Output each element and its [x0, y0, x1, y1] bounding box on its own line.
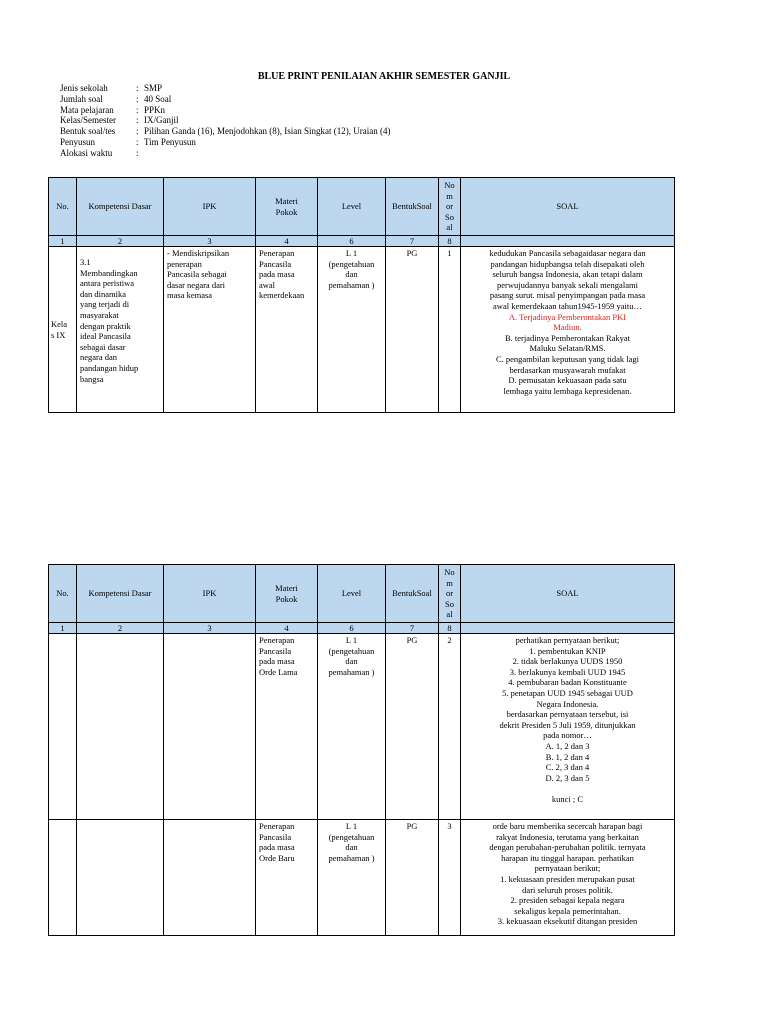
- header-bentuk-soal: BentukSoal: [386, 565, 439, 623]
- table-row: [49, 634, 675, 820]
- meta-row: [60, 115, 390, 126]
- cell-line: dengan perubahan-perubahan politik. ternyata: [489, 842, 646, 853]
- cell-line: No: [444, 180, 455, 191]
- meta-key: Bentuk soal/tes: [60, 126, 116, 137]
- meta-separator: :: [136, 136, 139, 147]
- cell-line: 3. kekuasaan eksekutif ditangan presiden: [497, 916, 638, 927]
- cell-line: orde baru memberika secercah harapan bagi: [492, 821, 643, 831]
- column-number: 6: [318, 623, 386, 634]
- header-nomor-soal: [439, 565, 461, 623]
- header-ipk: IPK: [164, 565, 256, 623]
- cell-line: masa kemasa: [167, 290, 213, 301]
- cell-line: Pokok: [275, 593, 298, 604]
- cell-line: (pengetahuan: [328, 831, 375, 842]
- cell-line: (pengetahuan: [328, 645, 375, 656]
- kompetensi-dasar-cell: [77, 634, 164, 820]
- header-soal: SOAL: [461, 565, 675, 623]
- meta-value: IX/Ganjil: [144, 115, 179, 126]
- bentuk-soal-cell: PG: [386, 247, 439, 413]
- cell-line: Penerapan: [259, 635, 295, 645]
- header-level: Level: [318, 565, 386, 623]
- meta-key: Jenis sekolah: [60, 83, 108, 93]
- cell-line: harapan itu tinggal harapan. perhatikan: [501, 852, 634, 863]
- column-number: 7: [386, 623, 439, 634]
- cell-line: [464, 783, 671, 794]
- cell-line: dasar negara dari: [167, 279, 226, 290]
- header-no: No.: [49, 178, 77, 236]
- soal-cell: [461, 247, 675, 413]
- meta-row: [60, 126, 390, 137]
- cell-line: penerapan: [167, 258, 202, 269]
- meta-row: [60, 83, 390, 94]
- header-bentuk-soal: BentukSoal: [386, 178, 439, 236]
- meta-separator: :: [136, 104, 139, 115]
- kompetensi-dasar-cell: [77, 820, 164, 936]
- column-number: 1: [49, 236, 77, 247]
- meta-separator: :: [136, 126, 139, 137]
- cell-line: al: [446, 609, 453, 620]
- cell-line: yang terjadi di: [80, 299, 130, 310]
- cell-line: Penerapan: [259, 821, 295, 831]
- meta-key: Jumlah soal: [60, 93, 103, 104]
- header-kompetensi-dasar: Kompetensi Dasar: [77, 565, 164, 623]
- cell-line: 1. pembentukan KNIP: [529, 645, 606, 656]
- cell-line: Membandingkan: [80, 267, 138, 278]
- cell-line: m: [446, 190, 453, 201]
- cell-line: s IX: [51, 329, 66, 340]
- cell-line: bangsa: [80, 373, 104, 384]
- cell-line: dan: [345, 842, 358, 853]
- meta-key: Mata pelajaran: [60, 104, 114, 115]
- table-row: [49, 820, 675, 936]
- materi-cell: [256, 634, 318, 820]
- header-kompetensi-dasar: Kompetensi Dasar: [77, 178, 164, 236]
- cell-line: dan dinamika: [80, 288, 127, 299]
- cell-line: 5. penetapan UUD 1945 sebagai UUD: [502, 687, 633, 698]
- cell-line: pada masa: [259, 842, 295, 853]
- blueprint-table-1: [48, 177, 675, 413]
- cell-line: perhatikan pernyataan berikut;: [515, 635, 620, 645]
- cell-line: antara peristiwa: [80, 278, 135, 289]
- level-cell: [318, 820, 386, 936]
- cell-line: - Mendiskripsikan: [167, 248, 230, 258]
- soal-cell: [461, 820, 675, 936]
- soal-line: A. Terjadinya Pemberontakan PKI: [508, 311, 627, 322]
- blueprint-table-2: [48, 564, 675, 936]
- cell-line: kemerdekaan: [259, 290, 305, 301]
- cell-line: D. 2, 3 dan 5: [545, 772, 590, 783]
- column-number: 2: [77, 623, 164, 634]
- cell-line: dan: [345, 656, 358, 667]
- kompetensi-dasar-cell: [77, 247, 164, 413]
- soal-line: berdasarkan musyawarah mufakat: [509, 364, 626, 375]
- soal-line: perwujudannya banyak sekali mengalami: [497, 279, 638, 290]
- header-no: No.: [49, 565, 77, 623]
- cell-line: Orde Baru: [259, 852, 295, 863]
- cell-line: pemahaman ): [328, 279, 375, 290]
- cell-line: pandangan hidup: [80, 362, 139, 373]
- cell-line: masyarakat: [80, 309, 119, 320]
- cell-line: 2. presiden sebagai kepala negara: [510, 895, 625, 906]
- cell-line: No: [444, 567, 455, 578]
- cell-line: dekrit Presiden 5 Juli 1959, ditunjukkan: [499, 719, 636, 730]
- header-materi-pokok: [256, 178, 318, 236]
- meta-value: Pilihan Ganda (16), Menjodohkan (8), Isian Singkat (12), Uraian (4): [144, 126, 391, 137]
- soal-line: pasang surut. misal penyimpangan pada masa: [489, 290, 646, 301]
- cell-line: berdasarkan pernyataan tersebut, isi: [506, 709, 629, 720]
- column-number: [461, 623, 675, 634]
- cell-line: Negara Indonesia.: [536, 698, 599, 709]
- soal-line: awal kemerdekaan tahun1945-1959 yaitu…: [493, 300, 642, 311]
- cell-line: pada masa: [259, 269, 295, 280]
- kelas-cell: [49, 634, 77, 820]
- cell-line: L 1: [345, 248, 358, 258]
- meta-separator: :: [136, 115, 139, 126]
- header-materi-pokok: [256, 565, 318, 623]
- soal-line: pandangan hidupbangsa telah disepakati oleh: [490, 258, 645, 269]
- cell-line: rakyat Indonesia, terutama yang berkaitan: [496, 831, 639, 842]
- column-number: 2: [77, 236, 164, 247]
- cell-line: 4. pembubaran badan Konstituante: [508, 677, 627, 688]
- column-number: 6: [318, 236, 386, 247]
- column-number: 3: [164, 236, 256, 247]
- kelas-cell: [49, 820, 77, 936]
- cell-line: ideal Pancasila: [80, 331, 131, 342]
- document-title: BLUE PRINT PENILAIAN AKHIR SEMESTER GANJIL: [257, 71, 511, 82]
- cell-line: kunci ; C: [551, 793, 584, 804]
- soal-line: D. pemusatan kekuasaan pada satu: [508, 375, 627, 386]
- cell-line: pada masa: [259, 656, 295, 667]
- document-meta: [60, 83, 390, 159]
- cell-line: or: [445, 588, 454, 599]
- header-nomor-soal: [439, 178, 461, 236]
- cell-line: L 1: [345, 635, 358, 645]
- nomor-soal-cell: 2: [439, 634, 461, 820]
- cell-line: 2. tidak berlakunya UUDS 1950: [512, 656, 623, 667]
- cell-line: L 1: [345, 821, 358, 831]
- cell-line: negara dan: [80, 352, 118, 363]
- header-soal: SOAL: [461, 178, 675, 236]
- cell-line: Penerapan: [259, 248, 295, 258]
- meta-row: [60, 105, 390, 116]
- materi-cell: [256, 247, 318, 413]
- meta-key: Alokasi waktu: [60, 147, 113, 158]
- ipk-cell: [164, 820, 256, 936]
- soal-line: kedudukan Pancasila sebagaidasar negara dan: [489, 248, 646, 258]
- column-number: 8: [439, 623, 461, 634]
- column-number: [461, 236, 675, 247]
- cell-line: Materi: [275, 195, 298, 206]
- cell-line: So: [445, 598, 454, 609]
- meta-separator: :: [136, 147, 139, 158]
- cell-line: awal: [259, 279, 276, 290]
- column-number: 3: [164, 623, 256, 634]
- cell-line: dan: [345, 269, 358, 280]
- cell-line: Pancasila sebagai: [167, 269, 227, 280]
- table-header-row: [49, 178, 675, 236]
- ipk-cell: [164, 247, 256, 413]
- cell-line: pada nomor…: [543, 730, 592, 741]
- soal-line: C. pengambilan keputusan yang tidak lagi: [495, 353, 640, 364]
- cell-line: pemahaman ): [328, 666, 375, 677]
- level-cell: [318, 247, 386, 413]
- cell-line: C. 2, 3 dan 4: [545, 762, 590, 773]
- level-cell: [318, 634, 386, 820]
- soal-line: lembaga yaitu lembaga kepresidenan.: [503, 385, 632, 396]
- soal-line: seluruh bangsa Indonesia, akan tetapi dalam: [492, 269, 643, 280]
- cell-line: m: [446, 577, 453, 588]
- soal-line: Maluku Selatan/RMS.: [529, 343, 606, 354]
- cell-line: dengan praktik: [80, 320, 131, 331]
- meta-value: 40 Soal: [144, 93, 172, 104]
- meta-value: SMP: [144, 83, 163, 93]
- cell-line: 3.1: [80, 257, 91, 267]
- column-number: 4: [256, 623, 318, 634]
- bentuk-soal-cell: PG: [386, 820, 439, 936]
- column-number-row: [49, 236, 675, 247]
- cell-line: Orde Lama: [259, 666, 298, 677]
- meta-separator: :: [136, 83, 139, 93]
- meta-value: Tim Penyusun: [144, 136, 196, 147]
- nomor-soal-cell: 1: [439, 247, 461, 413]
- table-row: [49, 247, 675, 413]
- cell-line: Kela: [51, 318, 68, 329]
- kelas-cell: [49, 247, 77, 413]
- cell-line: Pokok: [275, 206, 298, 217]
- ipk-cell: [164, 634, 256, 820]
- header-level: Level: [318, 178, 386, 236]
- meta-key: Kelas/Semester: [60, 115, 116, 126]
- column-number: 1: [49, 623, 77, 634]
- cell-line: (pengetahuan: [328, 258, 375, 269]
- cell-line: sekaligus kepala pemerintahan.: [514, 905, 621, 916]
- column-number: 4: [256, 236, 318, 247]
- cell-line: dari seluruh proses politik.: [522, 884, 613, 895]
- soal-line: Madiun.: [553, 322, 582, 333]
- column-number: 7: [386, 236, 439, 247]
- cell-line: 3. berlakunya kembali UUD 1945: [509, 666, 626, 677]
- cell-line: Materi: [275, 582, 298, 593]
- column-number-row: [49, 623, 675, 634]
- cell-line: B. 1, 2 dan 4: [545, 751, 590, 762]
- soal-line: B. terjadinya Pemberontakan Rakyat: [504, 332, 631, 343]
- cell-line: al: [446, 222, 453, 233]
- cell-line: pernyataan berikut;: [534, 863, 601, 874]
- cell-line: Pancasila: [259, 831, 292, 842]
- bentuk-soal-cell: PG: [386, 634, 439, 820]
- cell-line: Pancasila: [259, 645, 292, 656]
- meta-value: PPKn: [144, 104, 166, 115]
- cell-line: sebagai dasar: [80, 341, 126, 352]
- cell-line: 1. kekuasaan presiden merupakan pusat: [500, 873, 635, 884]
- table-header-row: [49, 565, 675, 623]
- header-ipk: IPK: [164, 178, 256, 236]
- meta-key: Penyusun: [60, 136, 96, 147]
- meta-value: [144, 148, 390, 159]
- nomor-soal-cell: 3: [439, 820, 461, 936]
- cell-line: So: [445, 211, 454, 222]
- meta-row: [60, 94, 390, 105]
- materi-cell: [256, 820, 318, 936]
- soal-cell: [461, 634, 675, 820]
- meta-row: [60, 148, 390, 159]
- cell-line: pemahaman ): [328, 852, 375, 863]
- cell-line: or: [445, 201, 454, 212]
- meta-separator: :: [136, 93, 139, 104]
- column-number: 8: [439, 236, 461, 247]
- meta-row: [60, 137, 390, 148]
- cell-line: A. 1, 2 dan 3: [545, 740, 590, 751]
- cell-line: Pancasila: [259, 258, 292, 269]
